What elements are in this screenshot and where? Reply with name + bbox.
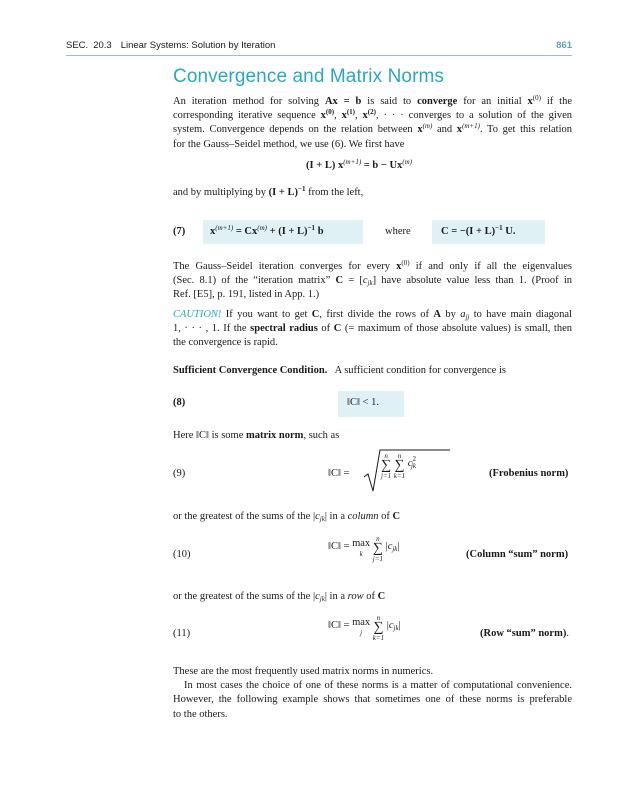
equation-9-body: n ∑ j=1 n ∑ k=1 $c^2_{jk}$ (381, 452, 416, 480)
closing-paragraph: These are the most frequently used matrix norms in numerics. In most cases the choice of one of these norms is a matter of computational convenience. However, the following example shows that sometimes one of these norms is preferable to the others. (173, 666, 572, 720)
equation-7-number: (7) (173, 226, 186, 237)
sufficient-condition: Sufficient Convergence Condition. A sufficient condition for convergence is (173, 365, 506, 376)
column-norm-label: (Column “sum” norm) (466, 549, 569, 560)
equation-7-where: where (385, 226, 411, 237)
sum-j: n ∑ j=1 (372, 535, 383, 563)
gs-convergence-paragraph: The Gauss–Seidel iteration converges for every $x^{(0)}$ if and only if all the eigenvalues (Sec. 8.1) of the “iteration matrix” $C = [c_{jk}]$ have absolute value less than 1. (Proof in Ref. [E5], p. 191, listed in App. 1.) (173, 259, 573, 301)
section-label: SEC. 20.3 Linear Systems: Solution by Iteration (66, 40, 276, 51)
intro-paragraph: An iteration method for solving Ax = b is said to converge for an initial $x^{(0)}$ if the corresponding iterative sequence $x^{(0)}$, $x^{(1)}$, $x^{(2)}$, · · · converges to a solution of the given system. Convergence depends on the relation between $x^{(m)}$ and $x^{(m+1)}$. To get this relation for the Gauss–Seidel method, we use (6). We first have (173, 94, 573, 150)
equation-11: ‖C‖ = max j n ∑ k=1 $|c_{jk}|$ (328, 614, 401, 642)
row-text: or the greatest of the sums of the $|c_{jk}|$ in a row of C (173, 591, 386, 603)
column-text: or the greatest of the sums of the $|c_{jk}|$ in a column of C (173, 511, 401, 523)
running-header (66, 40, 572, 54)
sum-k: n ∑ k=1 (393, 452, 406, 480)
equation-8: ‖C‖ < 1. (347, 397, 379, 408)
section-heading: Convergence and Matrix Norms (173, 66, 445, 87)
equation-10-number: (10) (173, 549, 191, 560)
multiply-text: and by multiplying by $(I + L)^{-1}$ from the left, (173, 185, 364, 198)
equation-10: ‖C‖ = max k n ∑ j=1 $|c_{jk}|$ (328, 535, 400, 563)
equation-gauss-seidel: (I + L) $x^{(m+1)} = b - Ux^{(m)}$ (306, 158, 413, 171)
frobenius-label: (Frobenius norm) (489, 468, 569, 479)
matrix-norm-text: Here ‖C‖ is some matrix norm, such as (173, 430, 340, 441)
header-rule (66, 55, 572, 56)
row-norm-label: (Row “sum” norm). (480, 628, 569, 639)
sum-j: n ∑ j=1 (381, 452, 392, 480)
equation-7-c: $C = -(I + L)^{-1}$ U. (441, 224, 516, 237)
page-number: 861 (556, 40, 572, 51)
equation-8-number: (8) (173, 397, 186, 408)
equation-7: $x^{(m+1)} = Cx^{(m)} + (I + L)^{-1}$ b (210, 224, 324, 237)
caution-label: CAUTION! (173, 309, 222, 320)
sum-k: n ∑ k=1 (372, 614, 385, 642)
equation-9-number: (9) (173, 468, 186, 479)
equation-9-lhs: ‖C‖ = (328, 468, 350, 479)
caution-paragraph: CAUTION! If you want to get C, first divide the rows of A by $a_{jj}$ to have main diagonal 1, · · · , 1. If the spectral radius of C (= maximum of those absolute values) is small, then the convergence is rapid. (173, 309, 573, 349)
equation-11-number: (11) (173, 628, 191, 639)
